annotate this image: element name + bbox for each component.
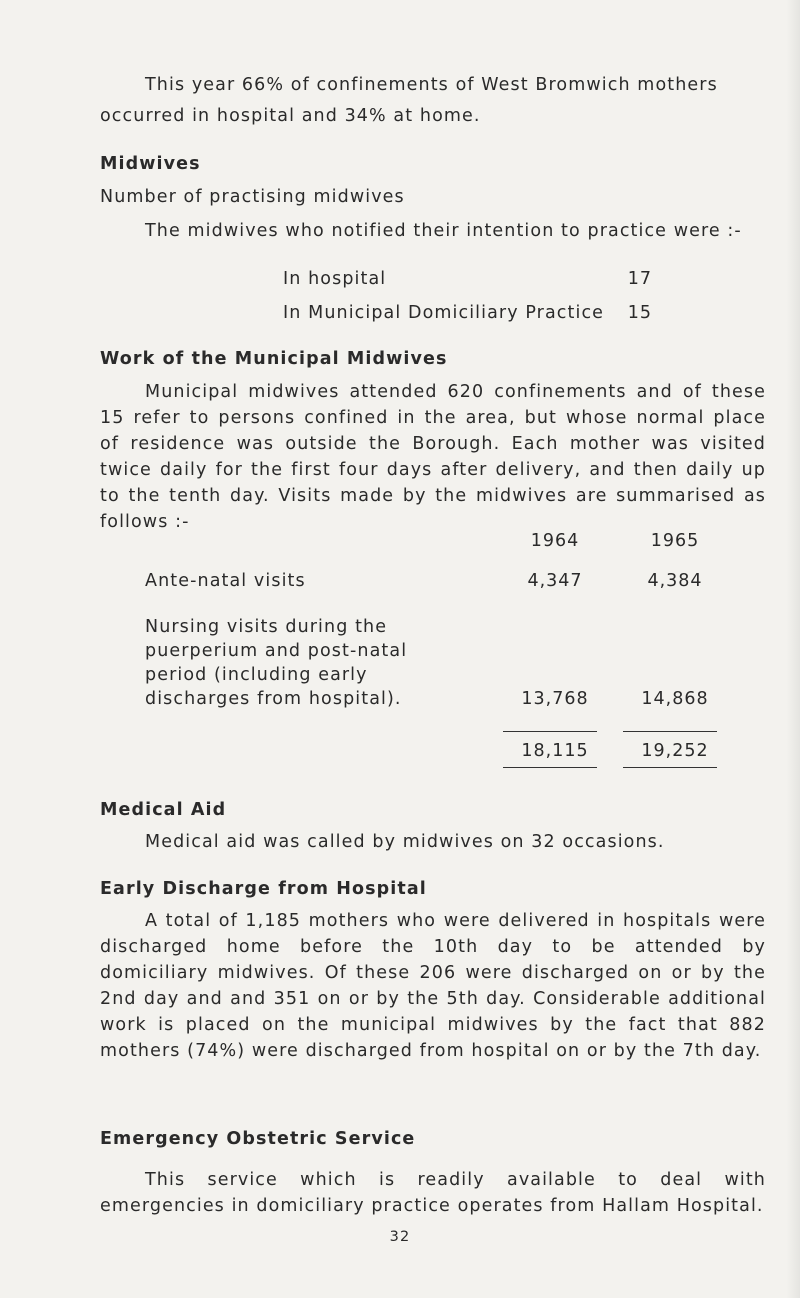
intro-line-1: This year 66% of confinements of West Bromwich mothers	[145, 75, 718, 95]
page-number: 32	[389, 1229, 411, 1245]
midwives-row-label: In hospital	[283, 269, 387, 289]
medical-aid-text: Medical aid was called by midwives on 32 occasions.	[145, 832, 665, 852]
year-header-1965: 1965	[650, 531, 700, 551]
page-edge-shadow	[786, 0, 800, 1298]
midwives-row-value: 15	[627, 303, 652, 323]
subtotal-rule-1964	[503, 731, 597, 732]
medical-aid-heading: Medical Aid	[100, 800, 227, 820]
early-discharge-heading: Early Discharge from Hospital	[100, 879, 427, 899]
emergency-text: This service which is readily available to deal with emergencies in domiciliary practice operates from Hallam Hospital.	[100, 1170, 766, 1216]
early-discharge-paragraph	[100, 908, 766, 1064]
intro-line-2: occurred in hospital and 34% at home.	[100, 106, 481, 126]
nursing-label-line: puerperium and post-natal	[145, 641, 408, 661]
midwives-subheading: Number of practising midwives	[100, 187, 405, 207]
midwives-row-value: 17	[627, 269, 652, 289]
emergency-heading: Emergency Obstetric Service	[100, 1129, 416, 1149]
total-rule-1964	[503, 767, 597, 768]
ante-natal-1964: 4,347	[527, 571, 583, 591]
midwives-notified-text: The midwives who notified their intention to practice were :-	[145, 221, 742, 241]
nursing-label-line: Nursing visits during the	[145, 617, 388, 637]
emergency-paragraph	[100, 1167, 766, 1219]
total-rule-1965	[623, 767, 717, 768]
midwives-row-label: In Municipal Domiciliary Practice	[283, 303, 605, 323]
midwives-heading: Midwives	[100, 154, 201, 174]
ante-natal-label: Ante-natal visits	[145, 571, 306, 591]
work-heading: Work of the Municipal Midwives	[100, 349, 448, 369]
ante-natal-1965: 4,384	[647, 571, 703, 591]
year-header-1964: 1964	[530, 531, 580, 551]
early-discharge-text: A total of 1,185 mothers who were delivered in hospitals were discharged home before the 10th day to be attended by domiciliary midwives. Of these 206 were discharged on or by the 2nd day and and 351 on or by the 5th day. Considerable additional work is placed on the municipal midwives by the fact that 882 mothers (74%) were discharged from hospital on or by the 7th day.	[100, 911, 766, 1061]
total-1965: 19,252	[641, 741, 709, 761]
subtotal-rule-1965	[623, 731, 717, 732]
nursing-label-line: period (including early	[145, 665, 368, 685]
work-paragraph-text: Municipal midwives attended 620 confinements and of these 15 refer to persons confined in the area, but whose normal place of residence was outside the Borough. Each mother was visited twice daily for the first four days after delivery, and then daily up to the tenth day. Visits made by the midwives are summarised as follows :-	[100, 382, 766, 532]
nursing-1964: 13,768	[521, 689, 589, 709]
nursing-1965: 14,868	[641, 689, 709, 709]
work-paragraph	[100, 379, 766, 535]
nursing-label-line: discharges from hospital).	[145, 689, 402, 709]
total-1964: 18,115	[521, 741, 589, 761]
